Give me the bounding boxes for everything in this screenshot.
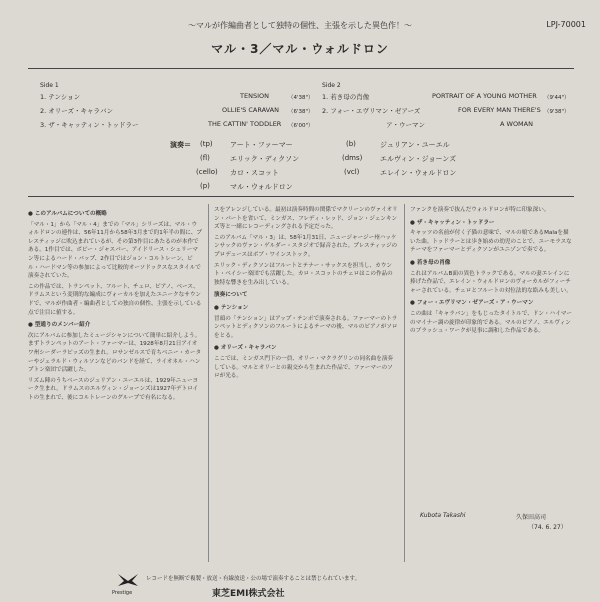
personnel-name: エレイン・ウォルドロン — [380, 169, 457, 177]
track-time: （6'38"） — [288, 109, 314, 115]
side1-label: Side 1 — [40, 82, 59, 89]
notes-column-1 — [28, 206, 202, 562]
section-heading: ● フォー・エヴリマン・ゼアーズ・ア・ウーマン — [410, 300, 534, 307]
track-time: （4'38"） — [288, 95, 314, 101]
track-title-en: A WOMAN — [500, 120, 533, 128]
side2-label: Side 2 — [322, 82, 341, 89]
paragraph: 冒頭の「テンション」はアップ・テンポで演奏される。ファーマーのトランペットとディクソンのフルートによるテーマの後、マルのピアノがソロをとる。 — [214, 315, 398, 339]
section-heading: ● テンション — [214, 304, 249, 311]
catalog-number: LPJ-70001 — [546, 20, 586, 29]
track-title-ja: 3. ザ・キャッティン・トッドラー — [40, 121, 139, 129]
personnel-inst: (fl) — [200, 154, 210, 162]
personnel-inst: (vcl) — [344, 168, 360, 176]
track-title-ja: 2. フォー・エヴリマン・ゼアーズ — [322, 107, 421, 115]
track-title-ja: ア・ウーマン — [386, 121, 425, 129]
side2-track-3 — [322, 120, 533, 129]
section-heading: ● ザ・キャッティン・トッドラー — [410, 219, 495, 226]
side1-track-1 — [40, 92, 314, 101]
personnel-name: ジュリアン・ユーエル — [380, 141, 450, 149]
section-heading: ● 型通りのメンバー紹介 — [28, 322, 91, 329]
side1-track-2 — [40, 106, 314, 115]
track-title-en: TENSION — [240, 92, 269, 100]
track-time: （6'00"） — [288, 123, 314, 129]
record-company: 東芝EMI株式会社 — [212, 589, 285, 599]
author-name-ja: 久保田高司 — [516, 514, 547, 521]
title-divider — [28, 68, 574, 69]
section-heading: 演奏について — [214, 292, 248, 299]
note-date: （74. 6. 27） — [528, 524, 567, 531]
personnel-divider — [28, 196, 574, 197]
column-divider-1 — [208, 204, 209, 562]
track-title-en: FOR EVERY MAN THERE'S — [458, 106, 541, 114]
paragraph: エリック・ディクソンはフルートとテナー・サックスを担当し、カウント・ベイシー楽団でも活躍した。カロ・スコットのチェロはこの作品の独特な響きを生み出している。 — [214, 262, 393, 286]
paragraph: これはアルバムB面の異色トラックである。マルの妻エレインに捧げた作品で、エレイン・ウォルドロンのヴォーカルがフィーチャーされている。チェロとフルートの対位法的な絡みも美しい。 — [410, 270, 572, 294]
notes-column-3 — [410, 206, 574, 504]
personnel-label: 演奏＝ — [170, 141, 191, 149]
personnel-inst: (tp) — [200, 140, 213, 148]
paragraph: このアルバム「マル・3」は、58年1月31日、ニュージャージー州ハッケンサックのヴァン・ゲルダー・スタジオで録音された。プレスティッジのプロデュースはボブ・ワインストック。 — [214, 234, 398, 258]
album-title: マル・3／マル・ウォルドロン — [211, 42, 389, 56]
paragraph: リズム陣のうちベースのジュリアン・ユーエルは、1929年ニューヨーク生まれ。ドラムスのエルヴィン・ジョーンズは1927年デトロイトの生まれで、後にコルトレーンのグループで有名になる。 — [28, 377, 199, 401]
author-name-latin: Kubota Takashi — [420, 512, 466, 519]
prestige-logo-icon — [116, 572, 140, 588]
notes-column-2 — [214, 206, 398, 562]
track-title-ja: 1. テンション — [40, 93, 81, 101]
section-heading: ● オリーズ・キャラバン — [214, 345, 277, 352]
track-title-en: OLLIE'S CARAVAN — [222, 106, 279, 114]
track-time: （9'38"） — [544, 109, 570, 115]
personnel-inst: (b) — [346, 140, 356, 148]
section-heading: ● このアルバムについての概略 — [28, 211, 107, 217]
paragraph: 「マル・1」から「マル・4」までの「マル」シリーズは、マル・ウォルドロンの連作は、56年11月から58年3月まで約1年半の間に、プレスティッジに吹込まれているが、その第3作目にあたるのが本作である。1作目では、ボビー・ジャスパー、アイドリース・シュリーマン等によるハード・バップ、2作目ではジョン・コルトレーン、ビル・ハードマン等の参加によって比較的オーソドックスなスタイルで演奏されていた。 — [28, 221, 202, 280]
paragraph: この曲は「キャラバン」をもじったタイトルで、ドン・ハイマーのマイナー調の旋律が印象的である。マルのピアノ、エルヴィンのブラッシュ・ワークが見事に調和した作品である。 — [410, 310, 572, 335]
header-subtitle: 〜マルが作編曲者として独特の個性、主張を示した異色作！〜 — [188, 21, 412, 30]
personnel-name: マル・ウォルドロン — [230, 183, 293, 191]
personnel-name: アート・ファーマー — [230, 141, 293, 149]
personnel-name: エルヴィン・ジョーンズ — [380, 155, 457, 163]
personnel-name: カロ・スコット — [230, 169, 279, 177]
personnel-inst: (cello) — [196, 168, 218, 176]
paragraph: この作品では、トランペット、フルート、チェロ、ピアノ、ベース、ドラムスという変則的な編成にヴォーカルを加えたユニークなサウンドで、マルが作曲者・編曲者としての独自の個性、主張を示している点で注目に値する。 — [28, 283, 202, 316]
paragraph: ここでは、ミンガス門下の一員、オリー・マクラグリンの同名曲を演奏している。マルとオリーとの親交から生まれた作品で、ファーマーのソロが光る。 — [214, 355, 394, 380]
personnel-name: エリック・ディクソン — [230, 155, 300, 163]
logo-label: Prestige — [112, 590, 133, 596]
personnel-inst: (p) — [200, 182, 210, 190]
column-divider-2 — [404, 204, 405, 562]
track-title-ja: 2. オリーズ・キャラバン — [40, 107, 113, 115]
track-title-en: PORTRAIT OF A YOUNG MOTHER — [432, 92, 537, 100]
personnel-inst: (dms) — [342, 154, 363, 162]
section-heading: ● 若き母の肖像 — [410, 259, 451, 266]
paragraph: 次にアルバムに参加したミュージシャンについて簡単に紹介しよう。まずトランペットのアート・ファーマーは、1928年8月21日アイオワ州シーダーラピッズの生まれ。ロサンゼルスで育ちベニー・カーターやジェラルド・ウィルソンなどのバンドを経て、ライオネル・ハンプトン楽団で活躍した。 — [28, 332, 202, 374]
side1-track-3 — [40, 120, 314, 129]
track-title-en: THE CATTIN' TODDLER — [208, 120, 282, 128]
paragraph: キャッツの名前が付く子猫の意味で、マルの娘であるMalaを描いた曲。トッドラーとは歩き始めの幼児のことで、ユーモラスなテーマをファーマーとディクソンがユニゾンで奏でる。 — [410, 230, 572, 254]
side2-track-2 — [322, 106, 570, 115]
copyright-notice: レコードを無断で複製・放送・有線放送・公の場で演奏することは禁じられています。 — [146, 576, 361, 582]
track-title-ja: 1. 若き母の肖像 — [322, 93, 370, 101]
paragraph: ファンクを演奏で抜んだウォルドロンが特に印象深い。 — [410, 207, 550, 213]
track-time: （9'44"） — [544, 95, 570, 101]
side2-track-1 — [322, 92, 570, 101]
paragraph: スをアレンジしている。最初は演奏時間の関係でマクリーンのヴァイオリン・パートを省いて、ミンガス、フレディ・レッド、ジョン・ジェンキンズ等と一緒にレコーディングされる予定だった。 — [214, 207, 398, 231]
